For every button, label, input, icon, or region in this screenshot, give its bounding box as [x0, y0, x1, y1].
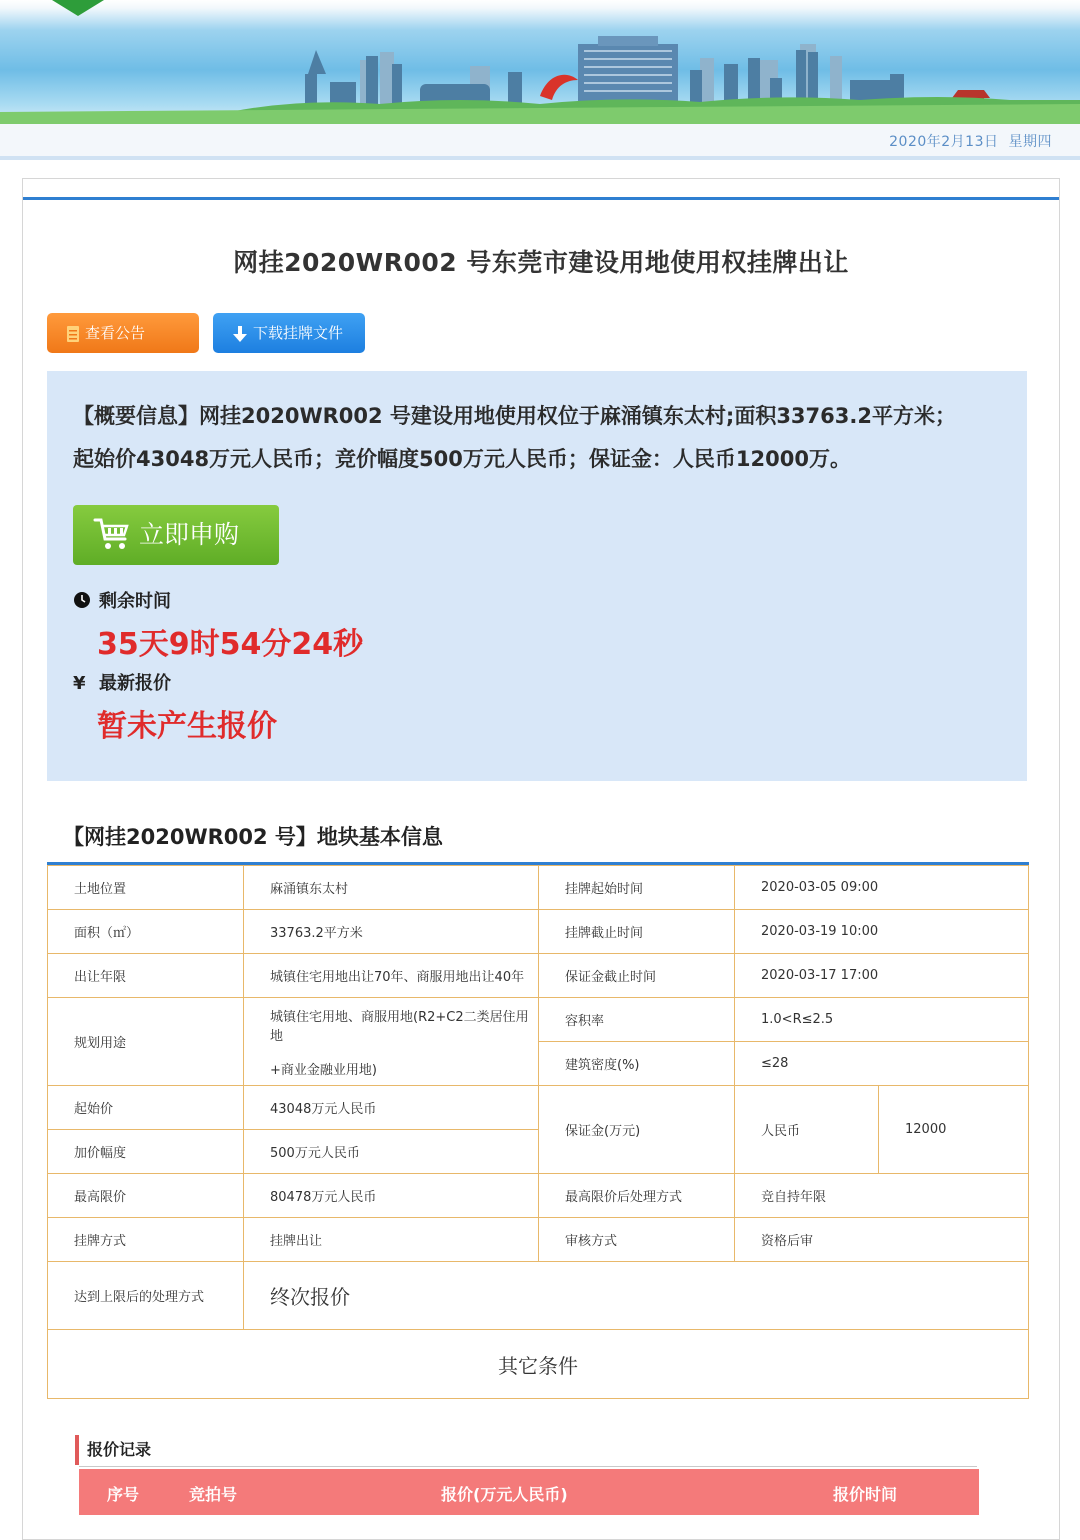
after-max-label: 最高限价后处理方式 — [538, 1173, 735, 1218]
yen-icon: ¥ — [73, 673, 86, 694]
listing-method-label: 挂牌方式 — [47, 1217, 244, 1262]
upper-limit-label: 达到上限后的处理方式 — [47, 1261, 244, 1330]
weekday-value: 星期四 — [1008, 134, 1052, 150]
planning-use-label: 规划用途 — [47, 997, 244, 1086]
current-date — [879, 131, 1052, 151]
term-value: 城镇住宅用地出让70年、商服用地出让40年 — [243, 953, 539, 998]
deposit-deadline-label: 保证金截止时间 — [538, 953, 735, 998]
planning-use-line-1: 城镇住宅用地、商服用地(R2+C2二类居住用地 — [270, 1009, 529, 1044]
area-label: 面积（㎡） — [47, 909, 244, 954]
review-method-value: 资格后审 — [734, 1217, 1029, 1262]
other-conditions: 其它条件 — [47, 1329, 1029, 1399]
end-time-label: 挂牌截止时间 — [538, 909, 735, 954]
density-label: 建筑密度(%) — [538, 1041, 735, 1086]
latest-bid-label — [73, 669, 171, 695]
download-label: 下载挂牌文件 — [253, 324, 344, 342]
summary-text — [73, 395, 1013, 481]
listing-method-value: 挂牌出让 — [243, 1217, 539, 1262]
start-time-label: 挂牌起始时间 — [538, 865, 735, 910]
bid-record-title: 报价记录 — [75, 1435, 151, 1465]
countdown-value: 35天9时54分24秒 — [97, 627, 364, 662]
far-label: 容积率 — [538, 997, 735, 1042]
deposit-currency: 人民币 — [734, 1085, 879, 1174]
view-notice-button[interactable] — [47, 313, 199, 353]
area-value: 33763.2平方米 — [243, 909, 539, 954]
upper-limit-value: 终次报价 — [243, 1261, 1029, 1330]
summary-line-1: 【概要信息】网挂2020WR002 号建设用地使用权位于麻涌镇东太村;面积33763.2平方米； — [73, 404, 956, 428]
col-bidder: 竞拍号 — [189, 1485, 238, 1504]
planning-use-line-2: +商业金融业用地) — [270, 1062, 377, 1078]
land-info-table — [47, 865, 1029, 1399]
clock-icon — [73, 591, 93, 609]
term-label: 出让年限 — [47, 953, 244, 998]
summary-box — [47, 371, 1027, 781]
latest-bid-text: 最新报价 — [99, 673, 171, 694]
remaining-time-text: 剩余时间 — [99, 591, 171, 612]
remaining-time-label — [73, 587, 171, 613]
download-file-button[interactable] — [213, 313, 365, 353]
bid-record-header — [79, 1469, 979, 1515]
date-bar — [0, 124, 1080, 160]
start-time-value: 2020-03-05 09:00 — [734, 865, 1029, 910]
land-info-title: 【网挂2020WR002 号】地块基本信息 — [63, 825, 443, 849]
download-arrow-icon — [233, 326, 247, 342]
city-skyline-image — [0, 0, 1080, 124]
deposit-label: 保证金(万元) — [538, 1085, 735, 1174]
buy-now-button[interactable] — [73, 505, 279, 565]
start-price-value: 43048万元人民币 — [243, 1085, 539, 1130]
planning-use-value — [243, 997, 539, 1086]
document-icon — [67, 326, 79, 342]
latest-bid-value: 暂未产生报价 — [97, 709, 277, 744]
end-time-value: 2020-03-19 10:00 — [734, 909, 1029, 954]
date-value: 2020年2月13日 — [889, 134, 999, 150]
header-banner — [0, 0, 1080, 124]
max-price-value: 80478万元人民币 — [243, 1173, 539, 1218]
deposit-value: 12000 — [878, 1085, 1029, 1174]
shopping-cart-icon — [93, 517, 129, 551]
view-notice-label: 查看公告 — [85, 324, 146, 342]
start-price-label: 起始价 — [47, 1085, 244, 1130]
location-label: 土地位置 — [47, 865, 244, 910]
col-time: 报价时间 — [833, 1485, 898, 1504]
density-value: ≤28 — [734, 1041, 1029, 1086]
buy-now-label: 立即申购 — [139, 520, 240, 549]
after-max-value: 竞自持年限 — [734, 1173, 1029, 1218]
max-price-label: 最高限价 — [47, 1173, 244, 1218]
page-title: 网挂2020WR002 号东莞市建设用地使用权挂牌出让 — [233, 248, 849, 277]
main-panel — [22, 178, 1060, 1540]
bid-record-divider — [79, 1466, 977, 1467]
review-method-label: 审核方式 — [538, 1217, 735, 1262]
increment-value: 500万元人民币 — [243, 1129, 539, 1174]
location-value: 麻涌镇东太村 — [243, 865, 539, 910]
increment-label: 加价幅度 — [47, 1129, 244, 1174]
col-price: 报价(万元人民币) — [441, 1485, 568, 1504]
panel-accent-line — [23, 197, 1059, 200]
col-serial: 序号 — [107, 1485, 140, 1504]
deposit-deadline-value: 2020-03-17 17:00 — [734, 953, 1029, 998]
far-value: 1.0<R≤2.5 — [734, 997, 1029, 1042]
summary-line-2: 起始价43048万元人民币；竞价幅度500万元人民币；保证金：人民币12000万。 — [73, 447, 851, 471]
